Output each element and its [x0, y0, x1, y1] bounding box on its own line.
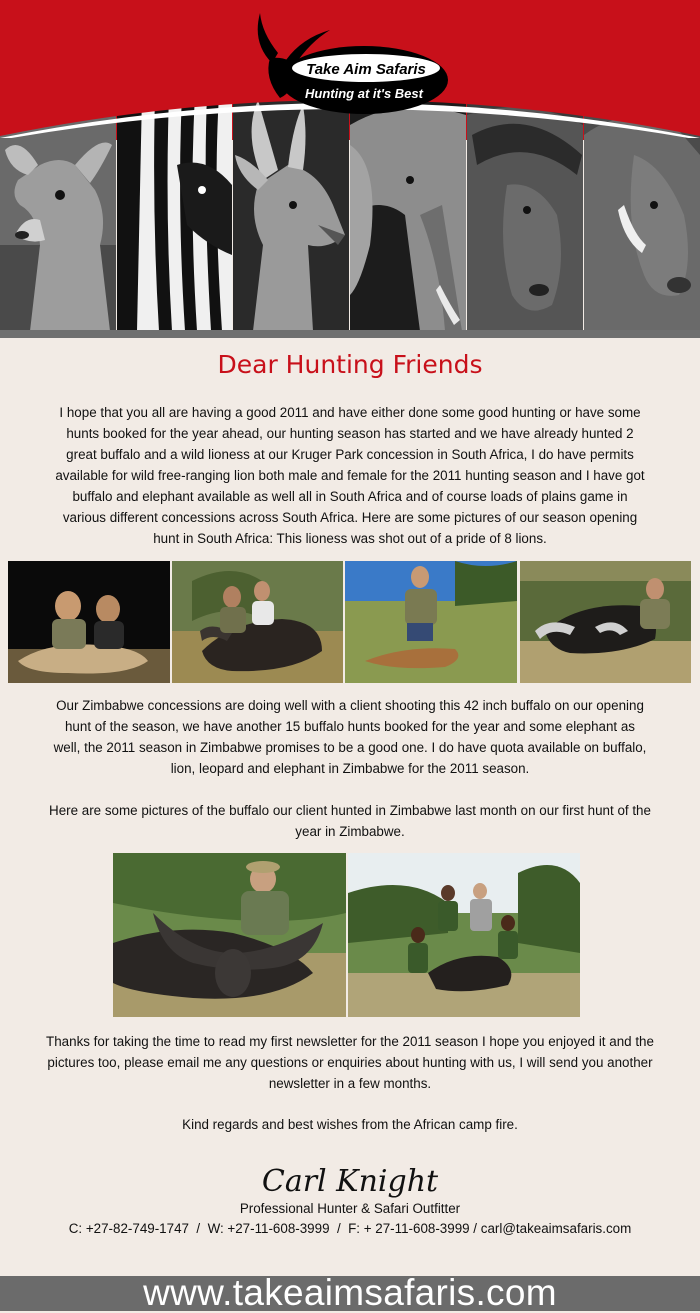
header-divider: [0, 330, 700, 338]
newsletter-heading: Dear Hunting Friends: [217, 350, 483, 379]
newsletter-header: [0, 0, 700, 338]
take-aim-safaris-logo[interactable]: [234, 8, 454, 118]
buffalo-hunt-photo-2: [520, 561, 691, 683]
lioness-hunt-photo: [8, 561, 170, 683]
thanks-paragraph: Thanks for taking the time to read my first newsletter for the 2011 season I hope you enjoyed it and the pictures too, please email me any questions or enquiries about hunting with us, I will send you another newsletter in a few months.: [46, 1034, 654, 1091]
signature-title: Professional Hunter & Safari Outfitter: [239, 1201, 461, 1216]
zimbabwe-paragraph: Our Zimbabwe concessions are doing well with a client shooting this 42 inch buffalo on our opening hunt of the season, we have another 15 buffalo hunts booked for the year and some elephant as well, the 2011 season in Zimbabwe promises to be a good one. I do have quota available on buffalo, lion, leopard and elephant in Zimbabwe for the 2011 season.: [53, 698, 647, 776]
zimbabwe-buffalo-photo-2: [348, 853, 580, 1017]
plains-game-hunt-photo: [345, 561, 517, 683]
regards-paragraph: Kind regards and best wishes from the African camp fire.: [182, 1117, 518, 1132]
contact-details[interactable]: C: +27-82-749-1747 / W: +27-11-608-3999 / F: + 27-11-608-3999 / carl@takeaimsafaris.com: [68, 1221, 632, 1236]
logo-brand-name: Take Aim Safaris: [306, 61, 426, 78]
buffalo-hunt-photo-1: [172, 561, 343, 683]
footer-bar: [0, 1272, 700, 1313]
zimbabwe-buffalo-photo-1: [113, 853, 346, 1017]
logo-tagline: Hunting at it's Best: [305, 86, 423, 101]
signature-name: Carl Knight: [261, 1164, 439, 1199]
website-link[interactable]: www.takeaimsafaris.com: [143, 1272, 557, 1313]
pictures-intro-paragraph: Here are some pictures of the buffalo our client hunted in Zimbabwe last month on our first hunt of the year in Zimbabwe.: [49, 803, 651, 839]
intro-paragraph: I hope that you all are having a good 2011 and have either done some good hunting or have some hunts booked for the year ahead, our hunting season has started and we have already hunted 2 great buffalo and a wild lioness at our Kruger Park concession in South Africa, I do have permits available for wild free-ranging lion both male and female for the 2011 hunting season and I have got buffalo and elephant available as well all in South Africa and of course loads of plains game in various different concessions across South Africa. Here are some pictures of our season opening hunt in South Africa: This lioness was shot out of a pride of 8 lions.: [55, 405, 645, 546]
